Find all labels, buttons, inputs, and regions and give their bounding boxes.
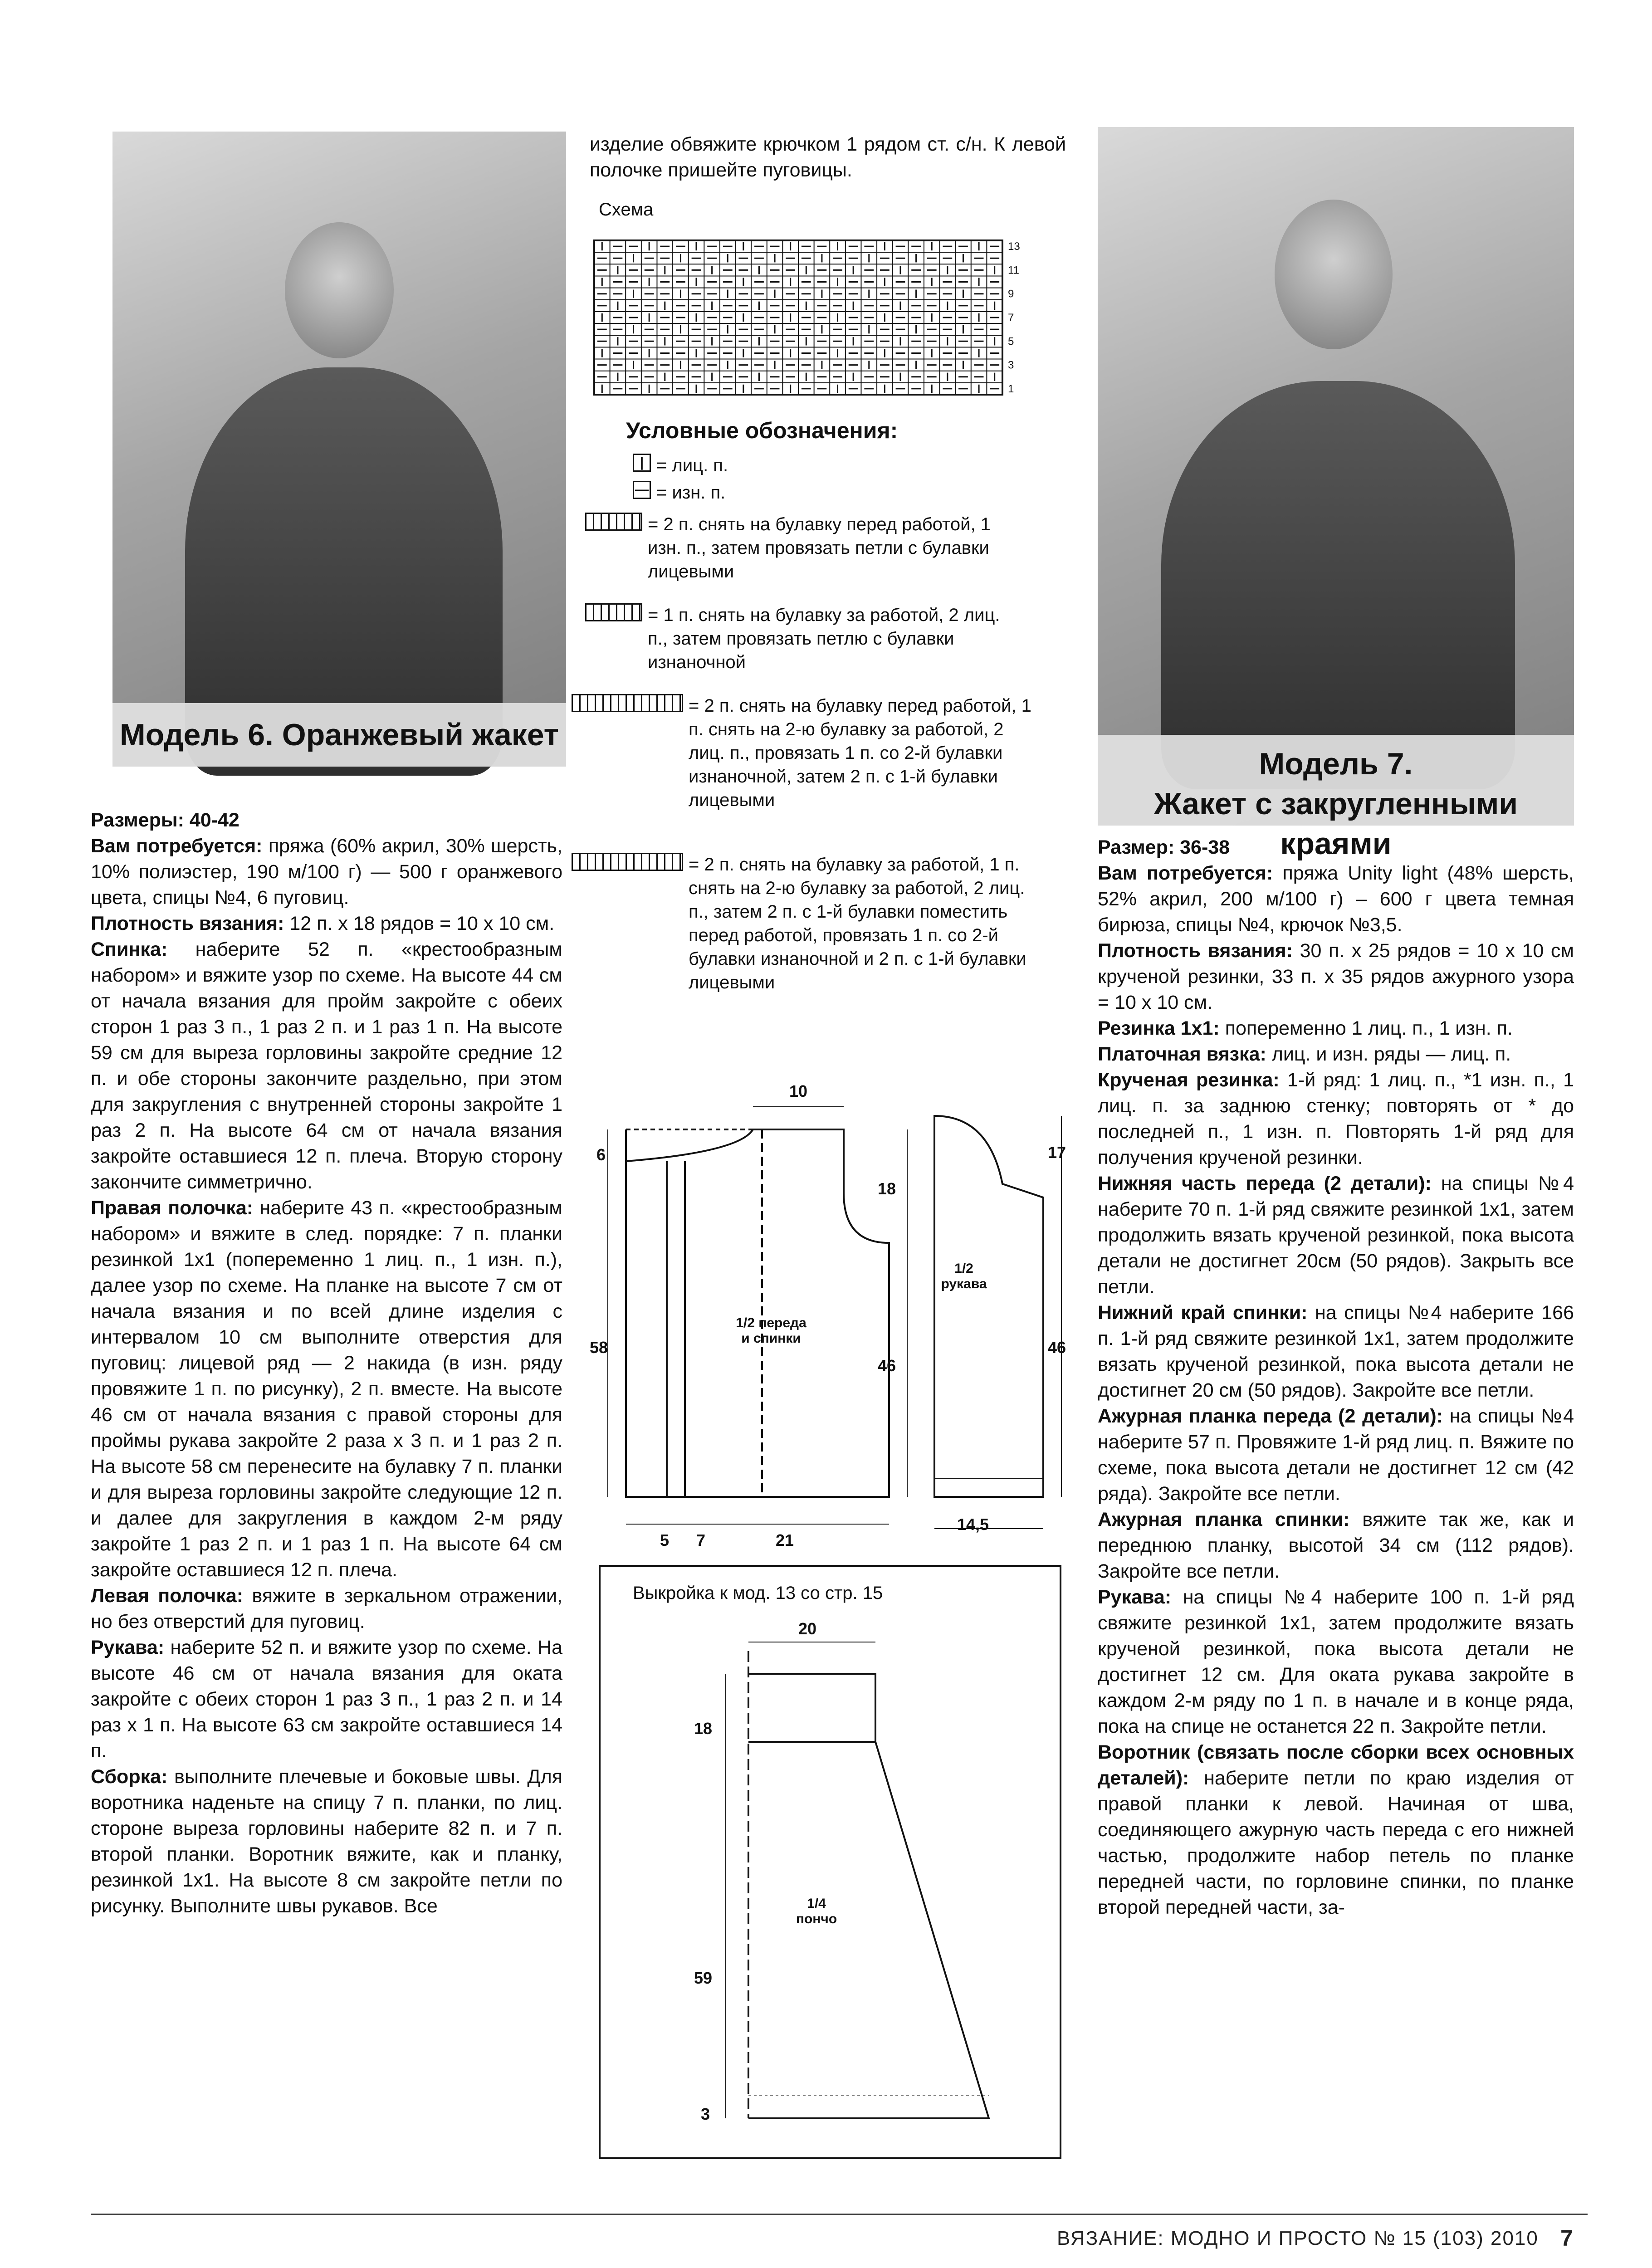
- model7-para: Размер: 36-38: [1098, 836, 1230, 858]
- chart-row-number: 13: [1008, 240, 1020, 253]
- legend-purl: — = изн. п.: [633, 481, 1041, 504]
- chart-row-number: 9: [1008, 288, 1014, 300]
- model6-para: Размеры: 40-42: [91, 809, 239, 831]
- purl-symbol-icon: —: [633, 481, 651, 499]
- cable-cross-icon: [585, 513, 642, 531]
- model6-instructions: [91, 807, 562, 1919]
- legend-knit: | = лиц. п.: [633, 454, 1041, 477]
- chart-row-number: 11: [1008, 264, 1019, 277]
- model6-para: Вам потребуется: пряжа (60% акрил, 30% шерсть, 10% полиэстер, 190 м/100 г) — 500 г оранжевого цвета, спицы №4, 6 пуговиц.: [91, 835, 562, 909]
- chart-row-number: 5: [1008, 335, 1014, 348]
- footer-rule: [91, 2214, 1588, 2215]
- legend-cross-six-b: = 2 п. снять на булавку за работой, 1 п. снять на 2-ю булавку за работой, 2 лиц. п., затем 2 п. с 1-й булавки поместить перед работой, провязать 1 п. со 2-й булавки изнаночной и 2 п. с 1-й булавки лицевыми: [572, 853, 1048, 994]
- footer-magazine: ВЯЗАНИЕ: МОДНО И ПРОСТО № 15 (103) 2010: [1057, 2227, 1539, 2249]
- dim-label: 46: [878, 1356, 896, 1375]
- dim-label: 21: [776, 1531, 794, 1549]
- model6-para: Рукава: наберите 52 п. и вяжите узор по схеме. На высоте 46 см от начала вязания для оката закройте с обеих сторон 1 раз 3 п., 1 раз 2 п. и 14 раз x 1 п. На высоте 63 см закройте оставшиеся 14 п.: [91, 1637, 562, 1762]
- dim-label: 18: [878, 1179, 896, 1198]
- model6-para: Левая полочка: вяжите в зеркальном отражении, но без отверстий для пуговиц.: [91, 1585, 562, 1633]
- model7-head: [1275, 200, 1393, 349]
- dim-label: 6: [596, 1145, 606, 1164]
- model7-caption-line2: Жакет с закругленными краями: [1153, 787, 1518, 861]
- poncho-title: Выкройка к мод. 13 со стр. 15: [633, 1583, 883, 1603]
- dim-label: 10: [789, 1082, 808, 1100]
- poncho-label: 1/4 пончо: [796, 1896, 837, 1926]
- model7-para: Нижняя часть переда (2 детали): на спицы №4 наберите 70 п. 1-й ряд свяжите резинкой 1x1, затем продолжить вязать крученой резинкой, пока высота детали не достигнет 20см (50 рядов). Закрыть все петли.: [1098, 1173, 1574, 1298]
- poncho-schematic: [680, 1615, 1043, 2141]
- dim-label: 20: [798, 1619, 817, 1638]
- legend-cross-left: = 2 п. снять на булавку перед работой, 1 изн. п., затем провязать петли с булавки лицевыми: [585, 513, 1039, 583]
- model6-caption: Модель 6. Оранжевый жакет: [112, 703, 566, 767]
- sleeve-label: 1/2 рукава: [941, 1261, 987, 1291]
- front-back-label: 1/2 переда и спинки: [736, 1315, 806, 1346]
- legend-cross-right: = 1 п. снять на булавку за работой, 2 лиц. п., затем провязать петлю с булавки изнаночной: [585, 603, 1039, 674]
- model7-para: Крученая резинка: 1-й ряд: 1 лиц. п., *1 изн. п., 1 лиц. п. за заднюю стенку; повторять от * до последней п., 1 изн. п. Повторять 1-й ряд для получения крученой резинки.: [1098, 1069, 1574, 1168]
- model6-head: [285, 222, 394, 358]
- model6-para: Сборка: выполните плечевые и боковые швы. Для воротника наденьте на спицу 7 п. планки, по лиц. стороне выреза горловины наберите 82 п. и 7 п. второй планки. Воротник вяжите, как и планку, резинкой 1x1. На высоте 8 см закройте петли по рисунку. Выполните швы рукавов. Все: [91, 1766, 562, 1917]
- dim-label: 5: [660, 1531, 670, 1549]
- dim-label: 3: [701, 2105, 710, 2123]
- cable-cross-icon: [572, 853, 683, 871]
- model7-para: Ажурная планка спинки: вяжите так же, как и переднюю планку, высотой 34 см (112 рядов). Закройте все петли.: [1098, 1509, 1574, 1582]
- model7-para: Рукава: на спицы №4 наберите 100 п. 1-й ряд свяжите резинкой 1x1, затем продолжите вязать крученой резинкой, пока высота детали не достигнет 12 см. Для оката рукава закройте в каждом 2-м ряду по 1 п. в начале и в конце ряда, пока на спице не останется 22 п. Закройте петли.: [1098, 1586, 1574, 1737]
- knitting-chart: [590, 236, 1034, 399]
- model7-instructions: [1098, 835, 1574, 1921]
- dim-label: 59: [694, 1969, 713, 1987]
- model7-para: Резинка 1x1: попеременно 1 лиц. п., 1 изн. п.: [1098, 1017, 1513, 1039]
- model7-caption-line1: Модель 7.: [1259, 747, 1413, 781]
- cable-cross-icon: [585, 603, 642, 621]
- legend-title: Условные обозначения:: [626, 418, 898, 443]
- dim-label: 14,5: [957, 1515, 989, 1534]
- page-number: 7: [1560, 2225, 1574, 2251]
- model7-para: Ажурная планка переда (2 детали): на спицы №4 наберите 57 п. Провяжите 1-й ряд лиц. п. Вяжите по схеме, пока высота детали не достигнет 12 см (42 ряда). Закройте все петли.: [1098, 1405, 1574, 1505]
- knit-symbol-icon: |: [633, 454, 651, 472]
- model7-para: Воротник (связать после сборки всех основных деталей): наберите петли по краю изделия от правой планки к левой. Начиная от шва, соединяющего ажурную часть переда с его нижней частью, продолжите набор петель по планке передней части, по горловине спинки, по планке второй передней части, за-: [1098, 1741, 1574, 1918]
- cable-cross-icon: [572, 694, 683, 712]
- chart-row-number: 1: [1008, 382, 1014, 395]
- dim-label: 18: [694, 1719, 713, 1738]
- model6-para: Спинка: наберите 52 п. «крестообразным набором» и вяжите узор по схеме. На высоте 44 см от начала вязания для пройм закройте с обеих сторон 1 раз 3 п., 1 раз 2 п. и 1 раз 1 п. На высоте 59 см для выреза горловины закройте средние 12 п. и обе стороны закончите раздельно, при этом для закругления с внутренней стороны закройте 1 раз 2 п. На высоте 64 см от начала вязания закройте оставшиеся 12 п. плеча. Вторую сторону закончите симметрично.: [91, 938, 562, 1193]
- model7-para: Вам потребуется: пряжа Unity light (48% шерсть, 52% акрил, 200 м/100 г) – 600 г цвета темная бирюза, спицы №4, крючок №3,5.: [1098, 862, 1574, 936]
- legend-cross-six: = 2 п. снять на булавку перед работой, 1 п. снять на 2-ю булавку за работой, 2 лиц. п., провязать 1 п. со 2-й булавки изнаночной, затем 2 п. с 1-й булавки лицевыми: [572, 694, 1048, 812]
- model7-figure: [1161, 381, 1515, 789]
- model7-para: Плотность вязания: 30 п. x 25 рядов = 10 x 10 см крученой резинки, 33 п. x 35 рядов ажурного узора = 10 x 10 см.: [1098, 940, 1574, 1013]
- dim-label: 58: [590, 1338, 608, 1357]
- model6-photo: [112, 132, 566, 767]
- dim-label: 46: [1048, 1338, 1066, 1357]
- chart-row-number: 3: [1008, 359, 1014, 371]
- chart-row-number: 7: [1008, 312, 1014, 324]
- model7-para: Нижний край спинки: на спицы №4 наберите 166 п. 1-й ряд свяжите резинкой 1x1, затем продолжите вязать крученой резинкой, пока высота детали не достигнет 20 см (50 рядов). Закройте все петли.: [1098, 1302, 1574, 1401]
- pattern-schematic: [590, 1080, 1089, 1556]
- model6-para: Плотность вязания: 12 п. x 18 рядов = 10 x 10 см.: [91, 913, 555, 934]
- scheme-title: Схема: [599, 200, 654, 220]
- model6-continuation: изделие обвяжите крючком 1 рядом ст. с/н. К левой полочке пришейте пуговицы.: [590, 133, 1066, 181]
- model7-para: Платочная вязка: лиц. и изн. ряды — лиц. п.: [1098, 1043, 1511, 1065]
- model6-para: Правая полочка: наберите 43 п. «крестообразным набором» и вяжите в след. порядке: 7 п. планки резинкой 1x1 (попеременно 1 лиц. п., 1 изн. п.), далее узор по схеме. На планке на высоте 7 см от начала вязания и по всей длине изделия с интервалом 10 см выполните отверстия для пуговиц: лицевой ряд — 2 накида (в изн. ряду провяжите 1 п. по рисунку), 2 п. вместе. На высоте 46 см от начала вязания с правой стороны для проймы рукава закройте 2 раза x 3 п. и 1 раз 2 п. На высоте 58 см перенесите на булавку 7 п. планки и для выреза горловины закройте следующие 12 п. и далее для закругления в каждом 2-м ряду закройте 1 раз 2 п. и 1 раз 1 п. На высоте 64 см закройте оставшиеся 12 п. плеча.: [91, 1197, 562, 1581]
- dim-label: 17: [1048, 1143, 1066, 1162]
- dim-label: 7: [696, 1531, 706, 1549]
